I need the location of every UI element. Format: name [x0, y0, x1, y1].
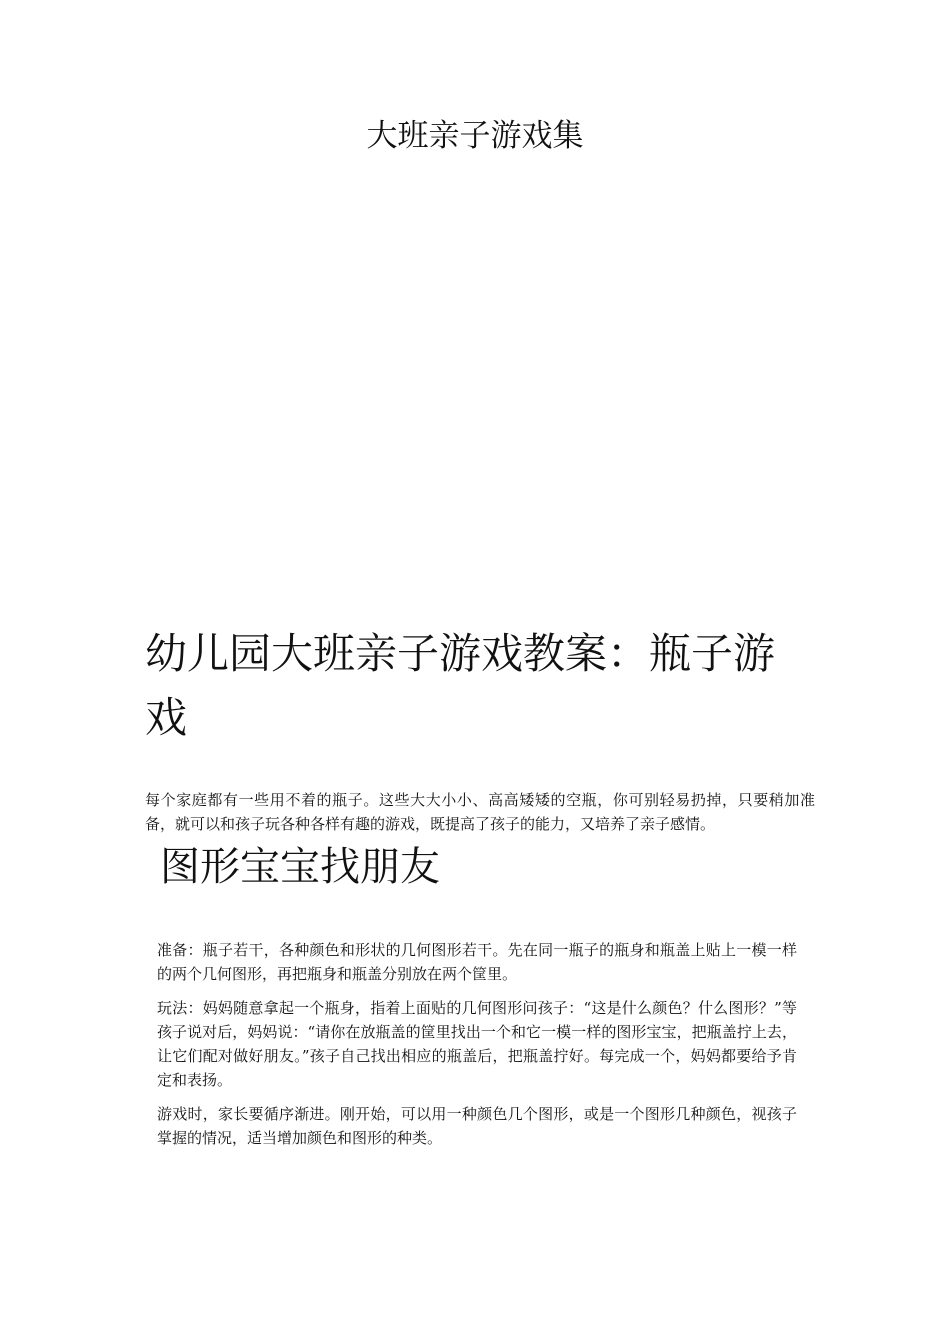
- section-heading: 图形宝宝找朋友: [160, 844, 440, 890]
- tips-paragraph: 游戏时，家长要循序渐进。刚开始，可以用一种颜色几个图形，或是一个图形几种颜色，视孩子掌握的情况，适当增加颜色和图形的种类。: [157, 1105, 797, 1147]
- section-body: [157, 938, 797, 1160]
- cover-title: 大班亲子游戏集: [366, 118, 584, 154]
- intro-paragraph: 每个家庭都有一些用不着的瓶子。这些大大小小、高高矮矮的空瓶，你可别轻易扔掉，只要稍加准备，就可以和孩子玩各种各样有趣的游戏，既提高了孩子的能力，又培养了亲子感情。: [145, 791, 815, 833]
- preparation-paragraph: 准备：瓶子若干，各种颜色和形状的几何图形若干。先在同一瓶子的瓶身和瓶盖上贴上一模一样的两个几何图形，再把瓶身和瓶盖分别放在两个筐里。: [157, 941, 797, 983]
- gameplay-paragraph: 玩法：妈妈随意拿起一个瓶身，指着上面贴的几何图形问孩子：“这是什么颜色？什么图形？”等孩子说对后，妈妈说：“请你在放瓶盖的筐里找出一个和它一模一样的图形宝宝，把瓶盖拧上去，让它们配对做好朋友。”孩子自己找出相应的瓶盖后，把瓶盖拧好。每完成一个，妈妈都要给予肯定和表扬。: [157, 999, 797, 1089]
- lesson-title: 幼儿园大班亲子游戏教案：瓶子游戏: [145, 629, 776, 742]
